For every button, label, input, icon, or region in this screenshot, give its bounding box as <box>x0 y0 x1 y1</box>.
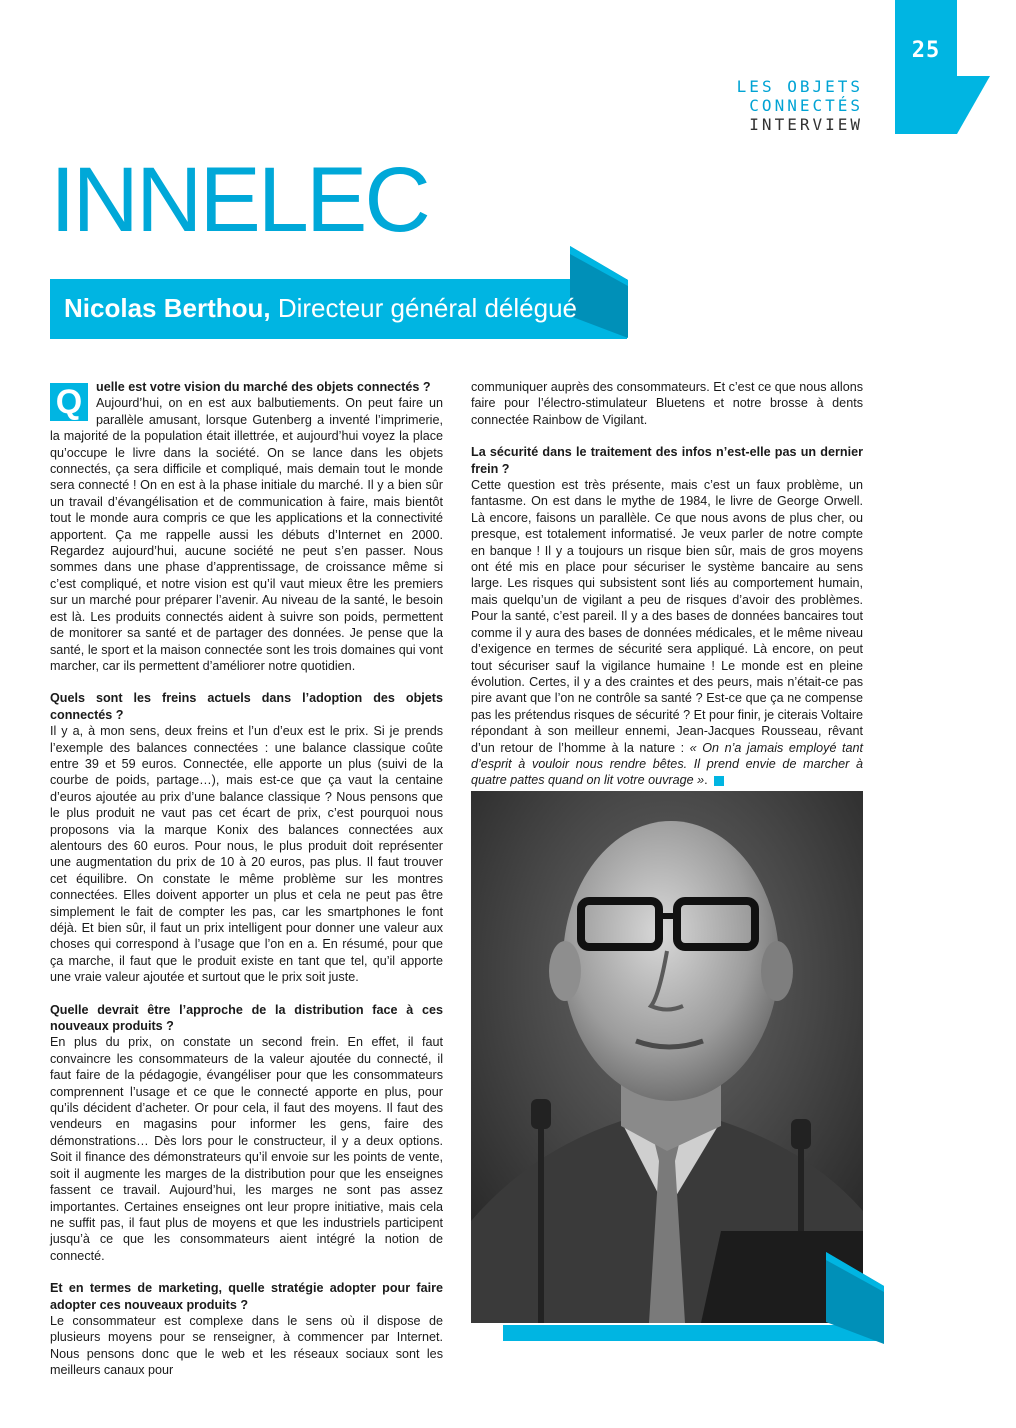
left-column <box>50 379 443 1379</box>
page-number: 25 <box>911 38 941 63</box>
interviewee-line <box>64 290 577 326</box>
question-marketing: Et en termes de marketing, quelle stratégie adopter pour faire adopter ces nouveaux produits ? <box>50 1281 443 1312</box>
section-label-1: LES OBJETS <box>736 77 863 96</box>
portrait-photo <box>471 791 863 1323</box>
page-tab-decoration <box>895 76 990 134</box>
answer-marketing-continued: communiquer auprès des consommateurs. Et c’est ce que nous allons faire pour l’électro-stimulateur Bluetens et notre brosse à dents connectée Rainbow de Vigilant. <box>471 380 864 427</box>
question-freins: Quels sont les freins actuels dans l’adoption des objets connectés ? <box>50 691 443 722</box>
right-column <box>471 379 863 789</box>
answer-freins: Il y a, à mon sens, deux freins et l’un d’eux est le prix. Si je prends l’exemple des balances connectées : une balance classique coûte entre 39 et 59 euros. Connectée, elle apporte un plus (suivi de la courbe de poids, partage…), mais est-ce que ça vaut la centaine d’euros ajoutée au prix d’une balance classique ? Nous pensons que le plus produit ne vaut pas cet écart de prix, c’est pourquoi nous proposons via la marque Konix des balances connectées aux alentours des 60 euros. Pour nous, le plus produit doit représenter une augmentation du prix de 10 à 20 euros, pas plus. Il faut trouver cet équilibre. On constate le même problème sur les montres connectées. Elles doivent apporter un plus et cela ne peut pas être simplement le fait de compter les pas, car les smartphones le font déjà. Et bien sûr, il faut un prix intelligent pour donner une valeur aux choses qui correspond à l’usage que l’on en a. En résumé, pour que ça marche, il faut que le produit existe en tant que tel, qu’il apporte une vraie valeur ajoutée et surtout que le prix soit juste. <box>50 724 443 985</box>
company-title: INNELEC <box>50 149 428 251</box>
answer-securite-text: Cette question est très présente, mais c’est un faux problème, un fantasme. On est dans le mythe de 1984, le livre de George Orwell. Là encore, faisons un parallèle. Ce que nous avons de plus cher, ou presque, est totalement informatisé. Je veux parler de notre compte en banque ! Il y a toujours un risque bien sûr, mais de gros moyens ont été mis en place pour sécuriser le système bancaire au sens large. Les risques qui subsistent sont liés au comportement humain, mais quelqu’un de vigilant a peu de risques d’avoir des problèmes. Pour la santé, c’est pareil. Il y a des bases de données bancaires tout comme il y aura des bases de données médicales, et le même niveau d’exigence en termes de sécurité sera appliqué. Là encore, on peut tout sécuriser sauf la vigilance humaine ! Le monde est en pleine évolution. Certes, il y a des craintes et des peurs, mais n’était-ce pas pire avant que l’on ne contrôle sa santé ? Est-ce que ça ne compense pas les prétendus risques de sécurité ? Et pour finir, je citerais Voltaire répondant à son meilleur ennemi, Jean-Jacques Rousseau, rêvant d’un retour de l’homme à la nature : <box>471 478 864 755</box>
voltaire-quote: « On n’a jamais employé tant d’esprit à vouloir nous rendre bêtes. Il prend envie de marcher à quatre pattes quand on lit votre ouvrage » <box>471 740 863 788</box>
question-securite: La sécurité dans le traitement des infos n’est-elle pas un dernier frein ? <box>471 445 863 476</box>
answer-marketing: Le consommateur est complexe dans le sens où il dispose de plusieurs moyens pour se renseigner, à commencer par Internet. Nous pensons donc que le web et les réseaux sociaux sont les meilleurs canaux pour <box>50 1313 443 1378</box>
answer-distribution: En plus du prix, on constate un second frein. En effet, il faut convaincre les consommateurs de la valeur ajoutée du connecté, il faut faire de la pédagogie, évangéliser pour que les consommateurs comprennent l’usage et ce que le connecté apporte en plus, pour qu’ils décident d’acheter. Or pour cela, il faut des moyens. Il faut des vendeurs en magasins pour informer les gens, faire des démonstrations… Dès lors pour le constructeur, il y a deux options. Soit il finance des démonstrateurs qu’il envoie sur les points de vente, soit il augmente les marges de la distribution pour que les enseignes fassent ce travail. Aujourd’hui, les marges ne sont pas assez importantes. Certaines enseignes ont leur propre initiative, mais cela ne suffit pas, il faut plus de moyens et que les industriels participent jusqu’à ce que les consommateurs aient intégré la notion de connecté. <box>50 1035 443 1263</box>
answer-securite <box>471 477 863 789</box>
quote-end: . <box>704 773 708 788</box>
interviewee-name: Nicolas Berthou, <box>64 293 271 323</box>
banner-fold-decoration <box>570 246 628 338</box>
portrait-illustration <box>471 791 863 1323</box>
drop-cap: Q <box>50 383 88 421</box>
photo-fold-decoration <box>826 1252 884 1344</box>
question-distribution: Quelle devrait être l’approche de la distribution face à ces nouveaux produits ? <box>50 1002 443 1034</box>
section-label-2: CONNECTÉS <box>749 96 863 115</box>
section-label-3: INTERVIEW <box>749 115 863 134</box>
interviewee-role: Directeur général délégué <box>270 293 578 323</box>
end-mark-icon <box>714 776 724 786</box>
intro-answer: Aujourd’hui, on en est aux balbutiements. On peut faire un parallèle amusant, lorsque Gutenberg a inventé l’imprimerie, la majorité de la population était illettrée, et aujourd’hui voyez la place qu’occupe le livre dans la société. On se lance dans les objets connectés, ça sera difficile et compliqué, mais demain tout le monde sera connecté ! On en est à la phase initiale du marché. Il y a bien sûr un travail d’évangélisation et de communication à faire, mais bientôt tout le monde aura compris ce que les applications et la connectivité apportent. Ça me rappelle aussi les débuts d’Internet en 2000. Regardez aujourd’hui, aucune société ne peut s’en passer. Nous sommes dans une phase d’apprentissage, de croissance même si c’est compliqué, et notre vision est qu’il vaut mieux être les premiers sur un marché pour préparer l’avenir. Au niveau de la santé, le besoin est là. Les produits connectés aident à suivre son poids, permettent de monitorer sa santé et de partager des données. Je pense que la santé, le sport et la maison connectée sont les trois domaines qui vont marcher, car ils permettent d’améliorer notre quotidien. <box>50 396 443 673</box>
intro-question: uelle est votre vision du marché des objets connectés ? <box>96 380 431 394</box>
